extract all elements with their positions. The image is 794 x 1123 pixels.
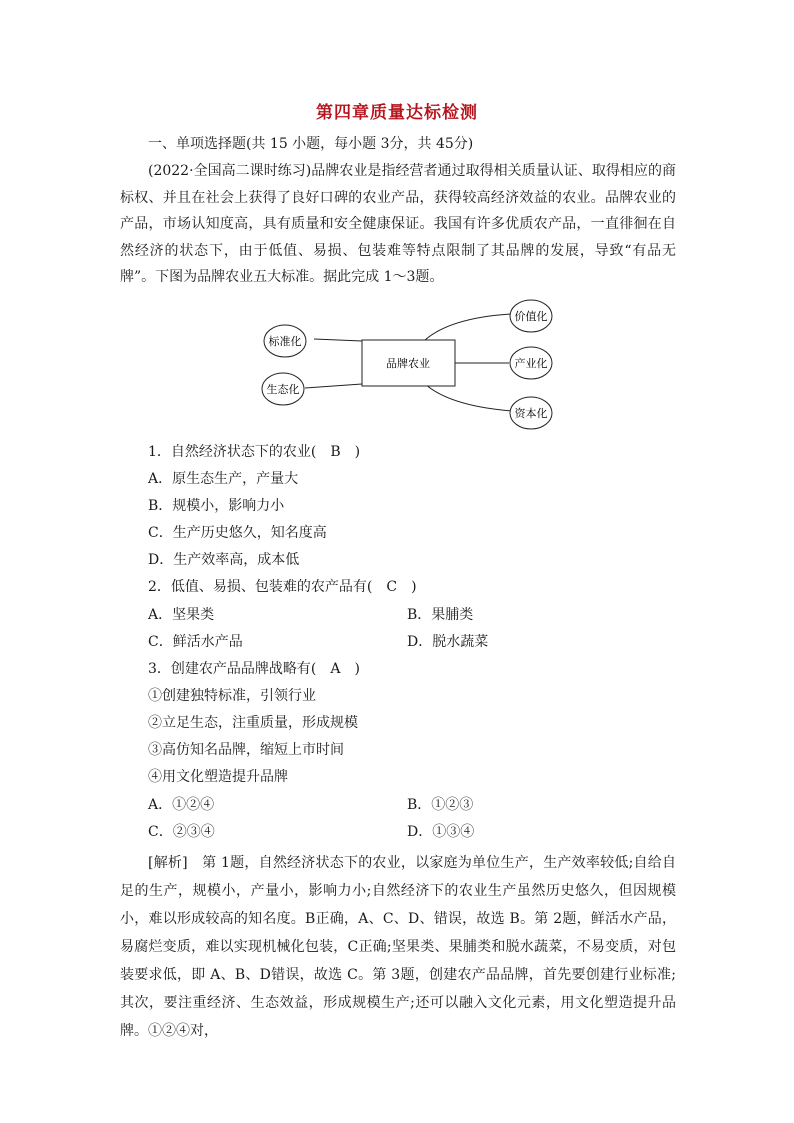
question-1-option-b: B．规模小，影响力小: [148, 498, 285, 514]
connector-left-bottom: [305, 384, 362, 388]
question-1-option-a: A．原生态生产，产量大: [148, 471, 299, 487]
question-2-option-c: C．鲜活水产品: [148, 634, 243, 650]
question-3-option-d: D．①③④: [407, 824, 475, 840]
question-3-option-a: A．①②④: [148, 797, 215, 813]
question-3-statement-4: ④用文化塑造提升品牌: [148, 769, 288, 785]
question-1-option-d: D．生产效率高，成本低: [148, 552, 300, 568]
question-3-stem: 3．创建农产品品牌战略有( A ): [148, 661, 360, 677]
node-ecologization: 生态化: [266, 383, 300, 396]
question-3-statement-2: ②立足生态，注重质量，形成规模: [148, 715, 358, 731]
question-2-option-d: D．脱水蔬菜: [407, 634, 489, 650]
node-valorization: 价值化: [514, 310, 548, 323]
analysis-paragraph: [解析] 第 1题，自然经济状态下的农业，以家庭为单位生产，生产效率较低;自给自足的生产，规模小，产量小，影响力小;自然经济下的农业生产虽然历史悠久，但因规模小，难以形成较高的知名度。B正确，A、C、D、错误，故选 B。第 2题，鲜活水产品，易腐烂变质，难以实现机械化包装，C正确;坚果类、果脯类和脱水蔬菜，不易变质，对包装要求低，即 A、B、D错误，故选 C。第 3题，创建农产品品牌，首先要创建行业标准;其次，要注重经济、生态效益，形成规模生产;还可以融入文化元素，用文化塑造提升品牌。①②④对，: [120, 855, 676, 1039]
question-3-option-c: C．②③④: [148, 824, 215, 840]
question-3-statement-1: ①创建独特标准，引领行业: [148, 688, 316, 704]
node-standardization: 标准化: [268, 335, 302, 348]
connector-right-top: [425, 314, 510, 340]
center-label: 品牌农业: [386, 357, 430, 370]
connector-left-top: [314, 339, 362, 341]
question-2-option-b: B．果脯类: [407, 607, 474, 623]
question-1-option-c: C．生产历史悠久，知名度高: [148, 525, 327, 541]
node-industrialization: 产业化: [514, 357, 548, 370]
brand-agriculture-diagram: [250, 296, 560, 434]
section-heading: 一、单项选择题(共 15 小题，每小题 3分，共 45分): [148, 136, 474, 152]
question-3-statement-3: ③高仿知名品牌，缩短上市时间: [148, 742, 344, 758]
question-1-stem: 1．自然经济状态下的农业( B ): [148, 444, 361, 460]
intro-paragraph: (2022·全国高二课时练习)品牌农业是指经营者通过取得相关质量认证、取得相应的商标权、并且在社会上获得了良好口碑的农业产品，获得较高经济效益的农业。品牌农业的产品，市场认知度高，具有质量和安全健康保证。我国有许多优质农产品，一直徘徊在自然经济的状态下，由于低值、易损、包装难等特点限制了其品牌的发展，导致“有品无牌”。下图为品牌农业五大标准。据此完成 1～3题。: [120, 163, 676, 285]
question-2-option-a: A．坚果类: [148, 607, 215, 623]
question-3-option-b: B．①②③: [407, 797, 474, 813]
page-title: 第四章质量达标检测: [316, 103, 478, 123]
node-capitalization: 资本化: [514, 407, 548, 420]
question-2-stem: 2．低值、易损、包装难的农产品有( C ): [148, 579, 417, 595]
connector-right-bottom: [425, 384, 512, 411]
